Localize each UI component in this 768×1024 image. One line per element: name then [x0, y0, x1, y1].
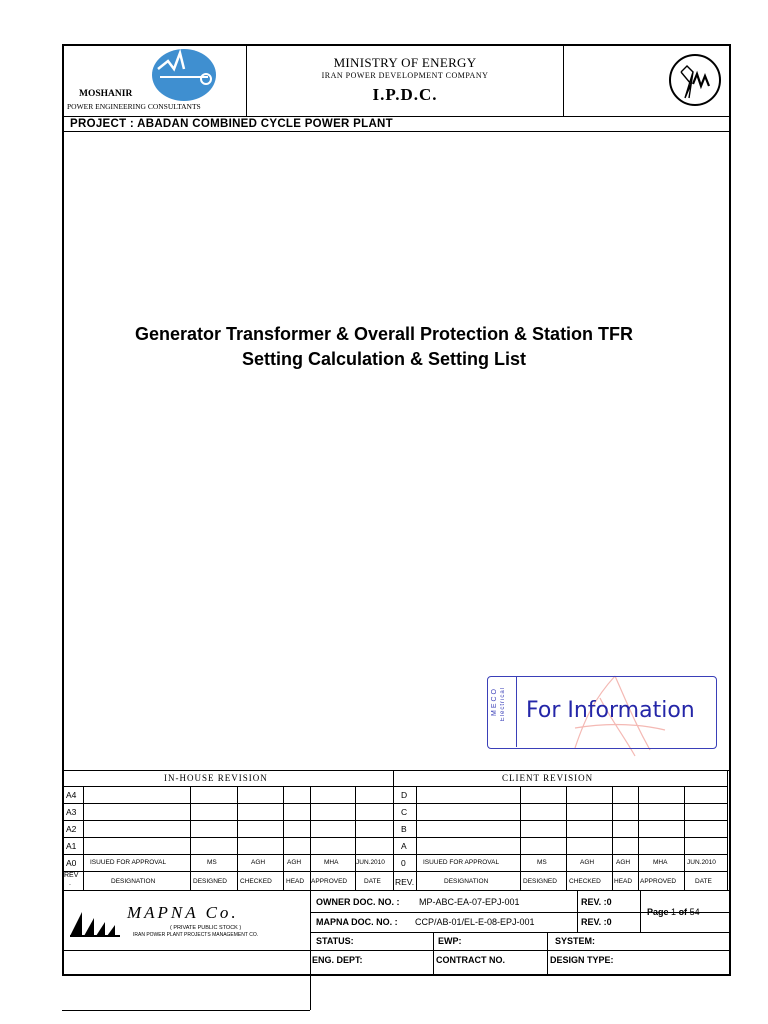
stamp-meco: MECO	[491, 687, 498, 716]
rev-row-a3: A3	[66, 807, 77, 817]
ewp-label: EWP:	[438, 936, 462, 946]
col-designation-right: DESIGNATION	[444, 878, 489, 885]
col-checked-right: CHECKED	[569, 878, 601, 885]
rev-value-2: REV. :0	[581, 917, 612, 927]
stamp-electrical: Electrical	[500, 687, 506, 722]
header-divider-right	[563, 44, 564, 116]
title-line-1: Generator Transformer & Overall Protection & Station TFR	[134, 324, 634, 344]
rev-a0-approved: MHA	[324, 859, 339, 866]
col-designed: DESIGNED	[193, 878, 227, 885]
client-revision-title: CLIENT REVISION	[502, 773, 594, 783]
project-line: PROJECT : ABADAN COMBINED CYCLE POWER PLANT	[70, 118, 393, 130]
revision-bottom-line	[62, 890, 731, 891]
owner-doc-value: MP-ABC-EA-07-EPJ-001	[419, 897, 520, 907]
rev-0-designed: MS	[537, 859, 547, 866]
revision-header-line	[62, 786, 727, 787]
ipdc-acronym: I.P.D.C.	[372, 85, 438, 104]
ministry-title: MINISTRY OF ENERGY	[333, 55, 477, 70]
contract-no-label: CONTRACT NO.	[436, 955, 505, 965]
title-line-2: Setting Calculation & Setting List	[241, 349, 526, 369]
rev-col-label-left-dot: .	[69, 880, 71, 887]
document-title	[64, 322, 704, 372]
owner-doc-label: OWNER DOC. NO. :	[316, 897, 400, 907]
page-number: 1	[671, 907, 677, 917]
col-approved: APPROVED	[311, 878, 348, 885]
header-bottom-line	[62, 116, 731, 117]
moshanir-logo-icon	[150, 47, 220, 105]
col-approved-right: APPROVED	[640, 878, 677, 885]
revision-top-line	[62, 770, 731, 771]
rev-0-designation: ISUUED FOR APPROVAL	[423, 859, 500, 866]
rev-col-label-left: REV	[64, 872, 79, 879]
rev-row-a: A	[401, 841, 407, 851]
rev-row-a1: A1	[66, 841, 77, 851]
rev-a0-head: AGH	[287, 859, 302, 866]
col-head-right: HEAD	[614, 878, 633, 885]
rev-row-b: B	[401, 824, 407, 834]
col-checked: CHECKED	[240, 878, 272, 885]
rev-row-a2: A2	[66, 824, 77, 834]
consultant-name: MOSHANIR	[79, 89, 133, 99]
mapna-subtitle-1: ( PRIVATE PUBLIC STOCK )	[170, 925, 242, 931]
inhouse-revision-title: IN-HOUSE REVISION	[164, 773, 268, 783]
project-bottom-line	[62, 131, 731, 132]
page-indicator	[647, 907, 700, 917]
col-date-right: DATE	[695, 878, 712, 885]
rev-0-date: JUN.2010	[687, 859, 716, 866]
mapna-company-name: MAPNA Co.	[127, 903, 239, 922]
rev-row-a4: A4	[66, 790, 77, 800]
rev-0-checked: AGH	[580, 859, 595, 866]
page-total: 54	[689, 907, 700, 917]
rev-a0: A0	[66, 858, 77, 868]
rev-row-d: D	[401, 790, 408, 800]
eng-dept-label: ENG. DEPT:	[312, 955, 363, 965]
company-title: IRAN POWER DEVELOPMENT COMPANY	[321, 71, 489, 80]
mapna-subtitle-2: IRAN POWER PLANT PROJECTS MANAGEMENT CO.	[133, 932, 259, 938]
for-information-stamp	[487, 676, 717, 749]
col-date: DATE	[364, 878, 381, 885]
col-designation: DESIGNATION	[111, 878, 156, 885]
design-type-label: DESIGN TYPE:	[550, 955, 614, 965]
page-of-label: of	[678, 907, 688, 917]
rev-a0-date: JUN.2010	[356, 859, 385, 866]
rev-a0-checked: AGH	[251, 859, 266, 866]
system-label: SYSTEM:	[555, 936, 596, 946]
rev-a0-designation: ISUUED FOR APPROVAL	[90, 859, 167, 866]
rev-value-1: REV. :0	[581, 897, 612, 907]
page-label: Page	[647, 907, 669, 917]
revision-center-divider	[393, 770, 394, 890]
rev-row-c: C	[401, 807, 408, 817]
col-head: HEAD	[286, 878, 305, 885]
ipdc-logo-icon	[667, 52, 723, 108]
consultant-subtitle: POWER ENGINEERING CONSULTANTS	[67, 102, 201, 111]
stamp-text: For Information	[526, 698, 695, 723]
col-designed-right: DESIGNED	[523, 878, 557, 885]
mapna-doc-label: MAPNA DOC. NO. :	[316, 917, 398, 927]
rev-0-head: AGH	[616, 859, 631, 866]
rev-0: 0	[401, 858, 406, 868]
rev-a0-designed: MS	[207, 859, 217, 866]
rev-col-label-right: REV.	[395, 877, 415, 887]
mapna-doc-value: CCP/AB-01/EL-E-08-EPJ-001	[415, 917, 535, 927]
status-label: STATUS:	[316, 936, 354, 946]
rev-0-approved: MHA	[653, 859, 668, 866]
mapna-logo-icon	[68, 910, 122, 938]
